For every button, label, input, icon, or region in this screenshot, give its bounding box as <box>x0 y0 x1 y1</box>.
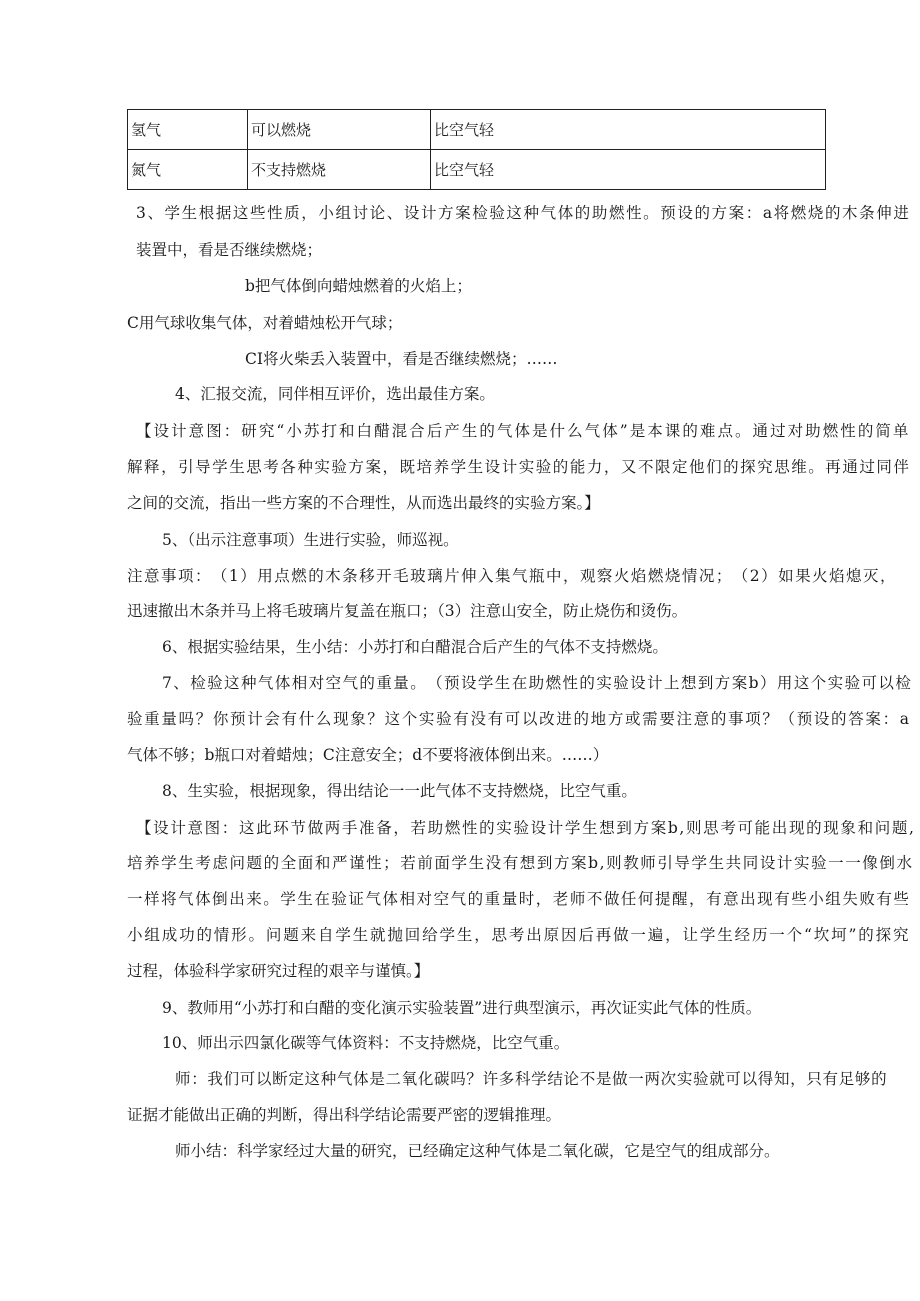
design-intent-1-line-2: 解 释 ， 引 导 学 生 思 考 各 种 实 验 方 案 ， 既 培 养 学 生 设 计 实 验 的 能 力 ， 又 不 限 定 他 们 的 探 究 思 维 。 再 通 过 同 伴 <box>127 458 909 476</box>
design-intent-2-line-3: 一 样 将 气 体 倒 出 来 。 学 生 在 验 证 气 体 相 对 空 气 的 重 量 时 ， 老 师 不 做 任 何 提 醒 ， 有 意 出 现 有 些 小 组 失 败 有 些 <box>127 890 909 908</box>
option-d-text: CI将火柴丢入装置中，看是否继续燃烧；…… <box>245 350 558 368</box>
step-9-text: 9、教师用“小苏打和白醋的变化演示实验装置”进行典型演示，再次证实此气体的性质。 <box>162 999 762 1017</box>
step-7-line-3: 气体不够；b瓶口对着蜡烛；C注意安全；d不要将液体倒出来。……） <box>127 746 609 764</box>
step-7-line-2: 验 重 量 吗 ？ 你 预 计 会 有 什 么 现 象 ？ 这 个 实 验 有 没 有 可 以 改 进 的 地 方 或 需 要 注 意 的 事 项 ？ （ 预 设 的 答 案 ： a <box>127 710 909 728</box>
step-3-text: 3 、 学 生 根 据 这 些 性 质 ， 小 组 讨 论 、 设 计 方 案 检 验 这 种 气 体 的 助 燃 性 。 预 设 的 方 案 ： a 将 燃 烧 的 木 条 伸 进 <box>136 204 909 222</box>
option-b-text: b把气体倒向蜡烛燃着的火焰上； <box>245 277 472 295</box>
step-3-continued: 装置中，看是否继续燃烧； <box>136 241 323 259</box>
option-c-text: C用气球收集气体，对着蜡烛松开气球； <box>127 314 403 332</box>
design-intent-2-line-5: 过程，体验科学家研究过程的艰辛与谨慎。】 <box>127 962 430 980</box>
table-row <box>128 110 826 150</box>
combustion-cell: 不支持燃烧 <box>248 150 431 190</box>
table-row <box>128 150 826 190</box>
step-5-text: 5、（出示注意事项）生进行实验，师巡视。 <box>162 531 459 549</box>
density-cell: 比空气轻 <box>431 150 826 190</box>
gas-name-cell: 氢气 <box>128 110 248 150</box>
combustion-cell: 可以燃烧 <box>248 110 431 150</box>
design-intent-2-line-4: 小 组 成 功 的 情 形 。 问 题 来 自 学 生 就 抛 回 给 学 生 ， 思 考 出 原 因 后 再 做 一 遍 ， 让 学 生 经 历 一 个 “ 坎 坷 ” 的 探 究 <box>127 926 909 944</box>
teacher-summary-text: 师小结：科学家经过大量的研究，已经确定这种气体是二氧化碳，它是空气的组成部分。 <box>175 1142 780 1160</box>
gas-properties-table <box>127 109 826 190</box>
step-10-text: 10、师出示四氯化碳等气体资料：不支持燃烧，比空气重。 <box>162 1034 570 1052</box>
step-6-text: 6、根据实验结果，生小结：小苏打和白醋混合后产生的气体不支持燃烧。 <box>162 638 668 656</box>
design-intent-1-line-3: 之间的交流，指出一些方案的不合理性，从而选出最终的实验方案。】 <box>127 494 600 512</box>
step-4-text: 4、汇报交流，同伴相互评价，选出最佳方案。 <box>175 385 495 403</box>
design-intent-1-line-1: 【 设 计 意 图 ： 研 究 “ 小 苏 打 和 白 醋 混 合 后 产 生 的 气 体 是 什 么 气 体 ” 是 本 课 的 难 点 。 通 过 对 助 燃 性 的 简 单 <box>136 422 909 440</box>
teacher-question-line-2: 证据才能做出正确的判断，得出科学结论需要严密的逻辑推理。 <box>127 1106 562 1124</box>
step-7-line-1: 7 、 检 验 这 种 气 体 相 对 空 气 的 重 量 。 （ 预 设 学 生 在 助 燃 性 的 实 验 设 计 上 想 到 方 案 b ） 用 这 个 实 验 可 以 检 <box>162 674 911 692</box>
teacher-question-line-1: 师 ： 我 们 可 以 断 定 这 种 气 体 是 二 氧 化 碳 吗 ？ 许 多 科 学 结 论 不 是 做 一 两 次 实 验 就 可 以 得 知 ， 只 有 足 够 的 <box>175 1070 887 1088</box>
step-8-text: 8、生实验，根据现象，得出结论一一此气体不支持燃烧，比空气重。 <box>162 782 637 800</box>
gas-name-cell: 氮气 <box>128 150 248 190</box>
design-intent-2-line-1: 【 设 计 意 图 ： 这 此 环 节 做 两 手 准 备 ， 若 助 燃 性 的 实 验 设 计 学 生 想 到 方 案 b , 则 思 考 可 能 出 现 的 现 象 和 问 题 , <box>136 819 914 837</box>
density-cell: 比空气轻 <box>431 110 826 150</box>
design-intent-2-line-2: 培 养 学 生 考 虑 问 题 的 全 面 和 严 谨 性 ； 若 前 面 学 生 没 有 想 到 方 案 b , 则 教 师 引 导 学 生 共 同 设 计 实 验 一 一 像 倒 水 <box>127 854 912 872</box>
notes-line-2: 迅速撤出木条并马上将毛玻璃片复盖在瓶口；（3）注意山安全，防止烧伤和烫伤。 <box>127 602 688 620</box>
notes-line-1: 注 意 事 项 ： （ 1 ） 用 点 燃 的 木 条 移 开 毛 玻 璃 片 伸 入 集 气 瓶 中 ， 观 察 火 焰 燃 烧 情 况 ； （ 2 ） 如 果 火 焰 熄 灭 ， <box>127 567 896 585</box>
